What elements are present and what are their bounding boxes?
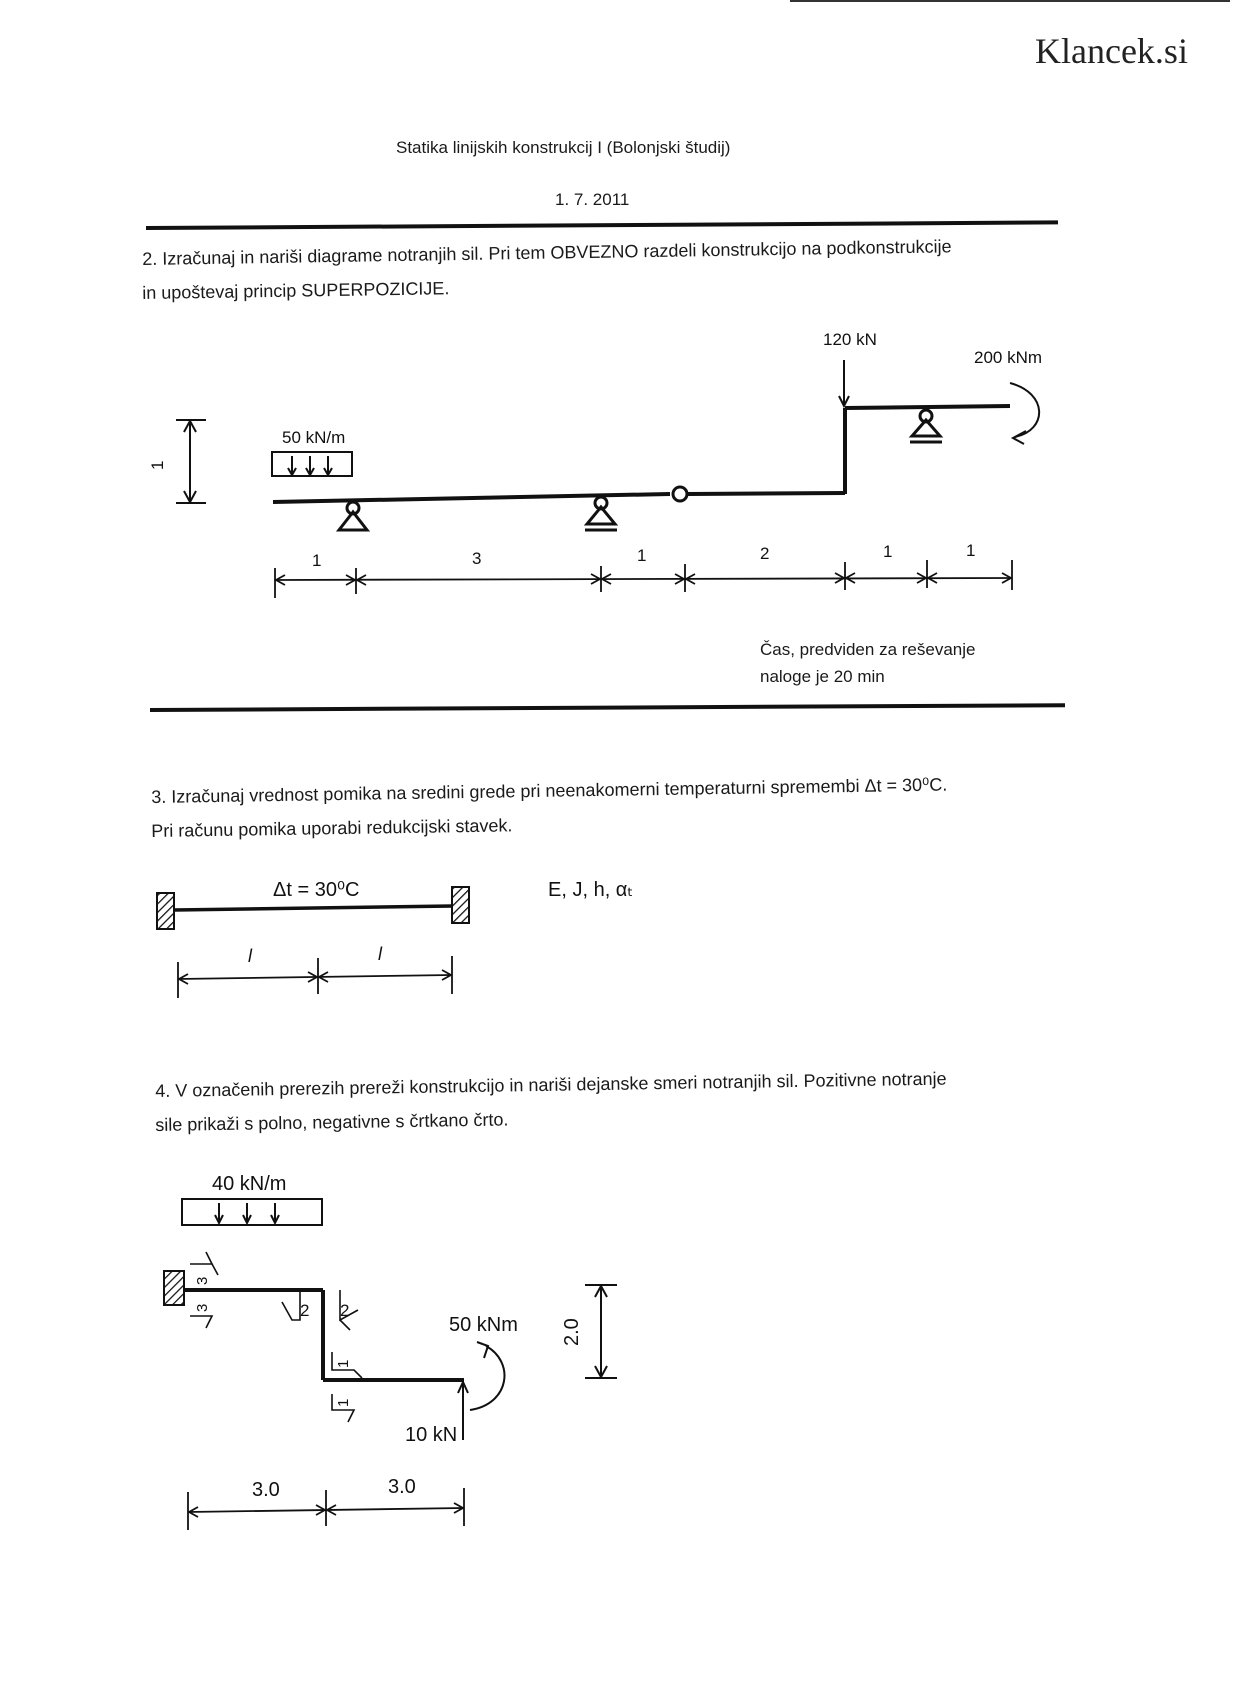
task2-text-line2: in upoštevaj princip SUPERPOZICIJE. <box>142 278 450 303</box>
brand-watermark: Klancek.si <box>1035 31 1188 71</box>
task2-time-line1: Čas, predviden za reševanje <box>760 640 976 659</box>
task2-dim-1: 1 <box>312 551 322 570</box>
section-2-right: 2 <box>340 1301 350 1320</box>
task4-load-label: 40 kN/m <box>212 1173 287 1195</box>
task4-text-line1: 4. V označenih prerezih prereži konstrukcijo in nariši dejanske smeri notranjih sil. Pozitivne notranje <box>155 1068 947 1101</box>
task2-dim-4: 2 <box>760 544 770 563</box>
task2-dim-5: 1 <box>883 542 893 561</box>
task3-text-line2: Pri računu pomika uporabi redukcijski stavek. <box>151 815 513 841</box>
task4-text-line2: sile prikaži s polno, negativne s črtkano črto. <box>155 1109 509 1135</box>
section-1-bottom: 1 <box>335 1398 352 1407</box>
task2-dim-2: 3 <box>472 549 482 568</box>
task2-load-label: 50 kN/m <box>282 428 346 447</box>
task2-moment-label: 200 kNm <box>974 348 1043 367</box>
task3-dim-2: l <box>378 944 382 964</box>
task4-dim-1: 3.0 <box>252 1479 280 1501</box>
task4-dim-2: 3.0 <box>388 1476 416 1498</box>
task3-dim-1: l <box>248 946 252 966</box>
task3-props-label: E, J, h, αₜ <box>548 879 634 901</box>
exam-date: 1. 7. 2011 <box>555 190 630 209</box>
task4-force-label: 10 kN <box>405 1424 458 1446</box>
task2-dim-3: 1 <box>637 546 647 565</box>
task2-text-line1: 2. Izračunaj in nariši diagrame notranjih sil. Pri tem OBVEZNO razdeli konstrukcijo na podkonstrukcije <box>142 236 952 269</box>
section-2-left: 2 <box>300 1301 310 1320</box>
task4-fixed-support <box>164 1271 184 1305</box>
course-title: Statika linijskih konstrukcij I (Bolonjski študij) <box>396 138 731 157</box>
task4-moment-label: 50 kNm <box>449 1314 518 1336</box>
section-3-bottom: 3 <box>194 1303 211 1312</box>
task3-text-line1: 3. Izračunaj vrednost pomika na sredini grede pri neenakomerni temperaturni spremembi Δt = 30⁰C. <box>151 774 948 807</box>
task2-dim-6: 1 <box>966 541 976 560</box>
task3-temp-label: Δt = 30⁰C <box>273 879 360 901</box>
task4-height-label: 2.0 <box>561 1318 583 1346</box>
task2-force-label: 120 kN <box>823 330 877 349</box>
task2-time-line2: naloge je 20 min <box>760 667 885 686</box>
section-3-top: 3 <box>194 1276 211 1285</box>
task2-height-label: 1 <box>148 460 167 470</box>
section-1-top: 1 <box>335 1359 352 1368</box>
